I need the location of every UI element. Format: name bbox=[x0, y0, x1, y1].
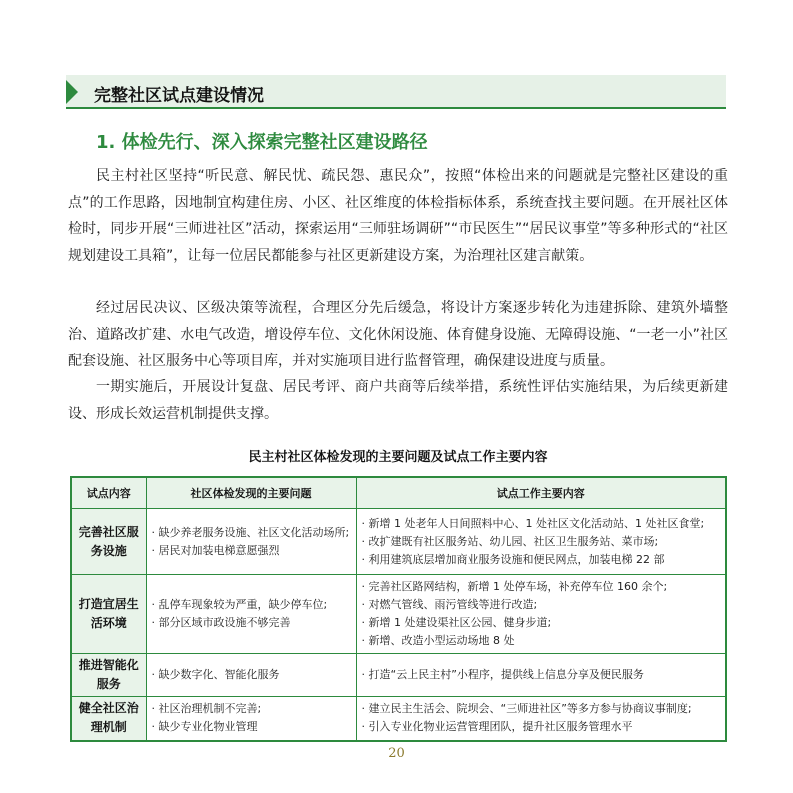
work-item: · 建立民主生活会、院坝会、“三师进社区”等多方参与协商议事制度; bbox=[361, 702, 692, 716]
problem-item: · 缺少数字化、智能化服务 bbox=[151, 668, 280, 681]
header-problems: 社区体检发现的主要问题 bbox=[146, 477, 356, 509]
triangle-marker-icon bbox=[66, 80, 78, 104]
section-banner bbox=[66, 75, 726, 109]
work-item: · 新增 1 处老年人日间照料中心、1 处社区文化活动站、1 处社区食堂; bbox=[361, 516, 705, 530]
work-item: · 利用建筑底层增加商业服务设施和便民网点，加装电梯 22 部 bbox=[361, 552, 665, 566]
row-work bbox=[356, 575, 726, 654]
table-row bbox=[71, 654, 726, 697]
problem-item: · 部分区域市政设施不够完善 bbox=[151, 616, 291, 629]
problem-item: · 缺少养老服务设施、社区文化活动场所; bbox=[151, 525, 350, 539]
row-category: 推进智能化服务 bbox=[71, 654, 146, 697]
table-row bbox=[71, 697, 726, 741]
section-title: 完整社区试点建设情况 bbox=[94, 86, 264, 106]
paragraph-2: 经过居民决议、区级决策等流程，合理区分先后缓急，将设计方案逐步转化为违建拆除、建筑外墙整治、道路改扩建、水电气改造，增设停车位、文化休闲设施、体育健身设施、无障碍设施、“一老一小”社区配套设施、社区服务中心等项目库，并对实施项目进行监督管理，确保建设进度与质量。 bbox=[68, 300, 728, 369]
section-heading: 1. 体检先行、深入探索完整社区建设路径 bbox=[96, 132, 428, 153]
work-item: · 新增 1 处建设渠社区公园、健身步道; bbox=[361, 616, 552, 629]
row-work bbox=[356, 654, 726, 697]
work-item: · 完善社区路网结构，新增 1 处停车场，补充停车位 160 余个; bbox=[361, 580, 668, 593]
row-problems bbox=[146, 509, 356, 575]
row-problems bbox=[146, 575, 356, 654]
work-item: · 对燃气管线、雨污管线等进行改造; bbox=[361, 598, 538, 611]
row-problems bbox=[146, 654, 356, 697]
problem-item: · 社区治理机制不完善; bbox=[151, 702, 262, 716]
problem-item: · 居民对加装电梯意愿强烈 bbox=[151, 543, 280, 557]
row-category: 打造宜居生活环境 bbox=[71, 575, 146, 654]
paragraph-3: 一期实施后，开展设计复盘、居民考评、商户共商等后续举措，系统性评估实施结果，为后续更新建设、形成长效运营机制提供支撑。 bbox=[68, 379, 728, 422]
row-work bbox=[356, 697, 726, 741]
problem-item: · 缺少专业化物业管理 bbox=[151, 720, 258, 734]
work-item: · 改扩建既有社区服务站、幼儿园、社区卫生服务站、菜市场; bbox=[361, 534, 659, 548]
work-item: · 打造“云上民主村”小程序，提供线上信息分享及便民服务 bbox=[361, 668, 644, 681]
page-number: 20 bbox=[388, 746, 405, 761]
table-caption: 民主村社区体检发现的主要问题及试点工作主要内容 bbox=[248, 450, 548, 465]
work-item: · 引入专业化物业运营管理团队，提升社区服务管理水平 bbox=[361, 720, 633, 734]
problem-item: · 乱停车现象较为严重，缺少停车位; bbox=[151, 598, 328, 611]
row-category: 健全社区治理机制 bbox=[71, 697, 146, 741]
pilot-table bbox=[70, 476, 727, 742]
row-category: 完善社区服务设施 bbox=[71, 509, 146, 575]
table-header-row bbox=[71, 477, 726, 509]
row-work bbox=[356, 509, 726, 575]
paragraph-1: 民主村社区坚持“听民意、解民忧、疏民怨、惠民众”，按照“体检出来的问题就是完整社区建设的重点”的工作思路，因地制宜构建住房、小区、社区维度的体检指标体系，系统查找主要问题。在开展社区体检时，同步开展“三师进社区”活动，探索运用“三师驻场调研”“市民医生”“居民议事堂”等多种形式的“社区规划建设工具箱”，让每一位居民都能参与社区更新建设方案，为治理社区建言献策。 bbox=[68, 168, 728, 264]
header-pilot-content: 试点内容 bbox=[71, 477, 146, 509]
table-row bbox=[71, 509, 726, 575]
table-row bbox=[71, 575, 726, 654]
header-work: 试点工作主要内容 bbox=[356, 477, 726, 509]
work-item: · 新增、改造小型运动场地 8 处 bbox=[361, 634, 515, 647]
row-problems bbox=[146, 697, 356, 741]
